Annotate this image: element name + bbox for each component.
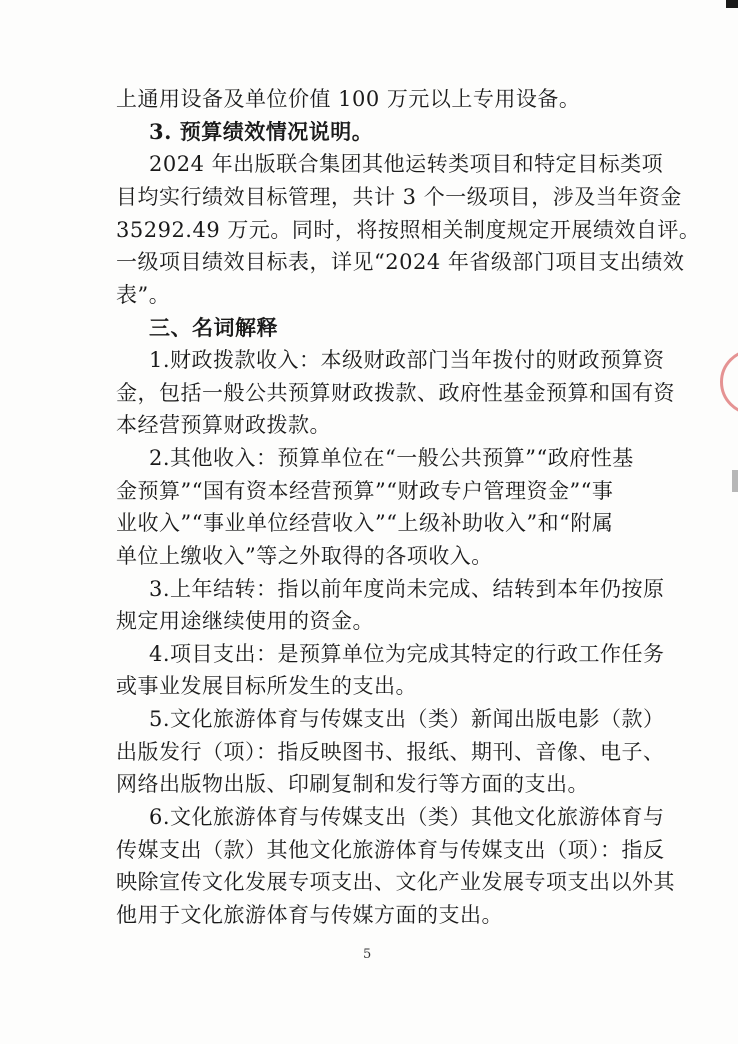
text-line: 2024 年出版联合集团其他运转类项目和特定目标类项 [149,152,664,176]
text-line: 单位上缴收入”等之外取得的各项收入。 [116,544,493,568]
text-line: 本经营预算财政拨款。 [116,413,331,437]
page-number: 5 [363,947,372,962]
text-line: 上通用设备及单位价值 100 万元以上专用设备。 [116,87,581,111]
text-line: 或事业发展目标所发生的支出。 [116,674,417,698]
text-line: 网络出版物出版、印刷复制和发行等方面的支出。 [116,772,589,796]
text-line: 金，包括一般公共预算财政拨款、政府性基金预算和国有资 [116,381,675,405]
text-line: 映除宣传文化发展专项支出、文化产业发展专项支出以外其 [116,870,675,894]
section-heading: 3. 预算绩效情况说明。 [149,119,374,144]
text-line: 出版发行（项）：指反映图书、报纸、期刊、音像、电子、 [116,740,665,764]
text-line: 一级项目绩效目标表，详见“2024 年省级部门项目支出绩效 [116,250,685,274]
scan-edge-mark [732,470,738,492]
text-line: 业收入”“事业单位经营收入”“上级补助收入”和“附属 [116,511,614,535]
scan-corner-mark [726,0,738,8]
text-line: 3.上年结转：指以前年度尚未完成、结转到本年仍按原 [149,577,665,601]
text-line: 表”。 [116,283,171,307]
text-line: 35292.49 万元。同时，将按照相关制度规定开展绩效自评。 [116,218,701,242]
text-line: 2.其他收入：预算单位在“一般公共预算”“政府性基 [149,446,634,470]
text-line: 他用于文化旅游体育与传媒方面的支出。 [116,903,503,927]
text-line: 目均实行绩效目标管理，共计 3 个一级项目，涉及当年资金 [116,185,682,209]
text-line: 规定用途继续使用的资金。 [116,609,374,633]
text-line: 金预算”“国有资本经营预算”“财政专户管理资金”“事 [116,479,614,503]
text-line: 传媒支出（款）其他文化旅游体育与传媒支出（项）：指反 [116,838,665,862]
text-line: 1.财政拨款收入：本级财政部门当年拨付的财政预算资 [149,348,665,372]
red-seal-edge [714,345,738,415]
text-line: 6.文化旅游体育与传媒支出（类）其他文化旅游体育与 [149,805,665,829]
section-heading: 三、名词解释 [149,315,278,340]
text-line: 5.文化旅游体育与传媒支出（类）新闻出版电影（款） [149,707,665,731]
text-line: 4.项目支出：是预算单位为完成其特定的行政工作任务 [149,642,665,666]
